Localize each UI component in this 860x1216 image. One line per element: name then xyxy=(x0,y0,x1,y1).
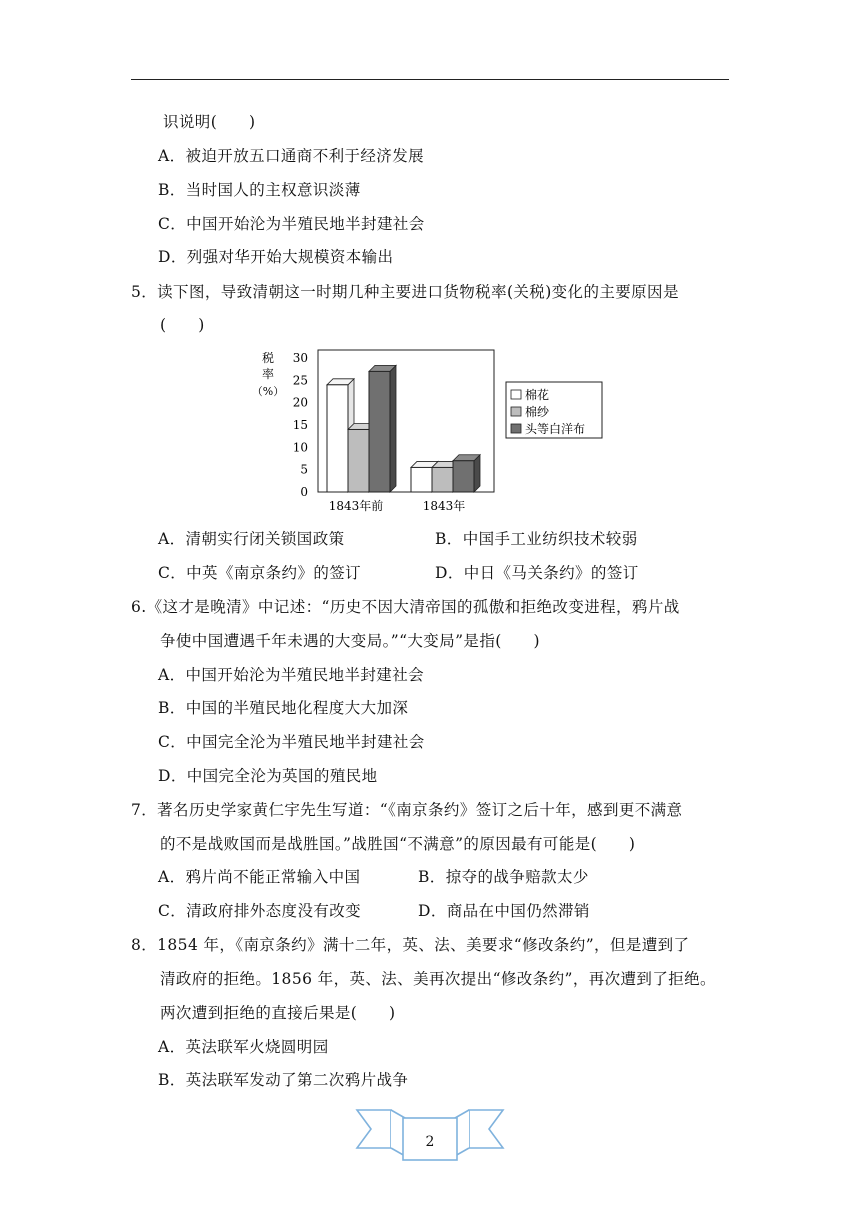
bar xyxy=(453,461,474,492)
y-tick-label: 15 xyxy=(292,418,308,432)
q7-option-a: A．鸦片尚不能正常输入中国 xyxy=(158,868,361,886)
header-rule xyxy=(131,79,729,80)
y-tick-label: 25 xyxy=(292,373,308,388)
q5-option-d: D．中日《马关条约》的签订 xyxy=(435,564,639,582)
q7-option-c: C．清政府排外态度没有改变 xyxy=(158,902,362,920)
question-7-stem-cont: 的不是战败国而是战胜国。”战胜国“不满意”的原因最有可能是( ) xyxy=(160,835,636,853)
legend-swatch-cotton xyxy=(511,390,521,399)
q5-option-b: B．中国手工业纺织技术较弱 xyxy=(435,530,638,548)
banner-right-ribbon xyxy=(469,1110,503,1148)
bar xyxy=(348,429,369,492)
page-number-banner xyxy=(355,1106,505,1166)
question-6-stem-cont: 争使中国遭遇千年未遇的大变局。”“大变局”是指( ) xyxy=(160,632,540,650)
y-tick-label: 10 xyxy=(292,440,308,455)
q6-option-c: C．中国完全沦为半殖民地半封建社会 xyxy=(158,733,425,751)
q5-option-c: C．中英《南京条约》的签订 xyxy=(158,564,362,582)
bar-side xyxy=(390,365,396,492)
q8-option-a: A．英法联军火烧圆明园 xyxy=(158,1038,329,1056)
y-axis-label-2: 率 xyxy=(261,367,275,381)
q6-option-d: D．中国完全沦为英国的殖民地 xyxy=(158,767,378,785)
q8-option-b: B．英法联军发动了第二次鸦片战争 xyxy=(158,1071,409,1089)
y-axis-label-1: 税 xyxy=(261,351,275,365)
y-tick-label: 30 xyxy=(292,351,308,365)
x-tick-before-1843: 1843年前 xyxy=(328,499,384,513)
question-5-stem: 5．读下图，导致清朝这一时期几种主要进口货物税率(关税)变化的主要原因是 xyxy=(131,283,679,301)
q5-option-a: A．清朝实行闭关锁国政策 xyxy=(158,530,345,548)
bar xyxy=(432,467,453,492)
q4-option-d: D．列强对华开始大规模资本输出 xyxy=(158,248,394,266)
question-8-stem-cont-2: 两次遭到拒绝的直接后果是( ) xyxy=(160,1004,396,1022)
question-6-stem: 6.《这才是晚清》中记述：“历史不因大清帝国的孤傲和拒绝改变进程，鸦片战 xyxy=(131,598,680,616)
legend-swatch-yarn xyxy=(511,407,521,416)
q6-option-b: B．中国的半殖民地化程度大大加深 xyxy=(158,699,409,717)
y-axis-label-3: （%） xyxy=(252,385,285,398)
legend-label-cotton: 棉花 xyxy=(525,388,550,402)
y-tick-label: 0 xyxy=(300,485,308,499)
page-number: 2 xyxy=(425,1134,435,1150)
x-tick-1843: 1843年 xyxy=(422,499,466,513)
question-8-stem: 8．1854 年，《南京条约》满十二年，英、法、美要求“修改条约”，但是遭到了 xyxy=(131,936,690,954)
question-4-stem-end: 识说明( ) xyxy=(163,113,256,131)
legend-label-yarn: 棉纱 xyxy=(525,405,550,419)
q4-option-a: A．被迫开放五口通商不利于经济发展 xyxy=(158,147,424,165)
bar xyxy=(327,385,348,492)
q7-option-b: B．掠夺的战争赔款太少 xyxy=(418,868,589,886)
question-5-paren: ( ) xyxy=(160,316,205,334)
bar xyxy=(411,467,432,492)
q7-option-d: D．商品在中国仍然滞销 xyxy=(418,902,590,920)
legend-swatch-shirting xyxy=(511,424,521,433)
bar xyxy=(369,371,390,492)
q4-option-c: C．中国开始沦为半殖民地半封建社会 xyxy=(158,215,425,233)
question-8-stem-cont-1: 清政府的拒绝。1856 年，英、法、美再次提出“修改条约”，再次遭到了拒绝。 xyxy=(160,970,716,988)
question-7-stem: 7．著名历史学家黄仁宇先生写道：“《南京条约》签订之后十年，感到更不满意 xyxy=(131,801,683,819)
q4-option-b: B．当时国人的主权意识淡薄 xyxy=(158,181,361,199)
q6-option-a: A．中国开始沦为半殖民地半封建社会 xyxy=(158,666,424,684)
y-tick-label: 20 xyxy=(292,395,308,410)
tariff-bar-chart xyxy=(252,345,614,520)
y-tick-label: 5 xyxy=(300,462,308,477)
banner-left-ribbon xyxy=(357,1110,391,1148)
legend-label-shirting: 头等白洋布 xyxy=(525,422,586,436)
